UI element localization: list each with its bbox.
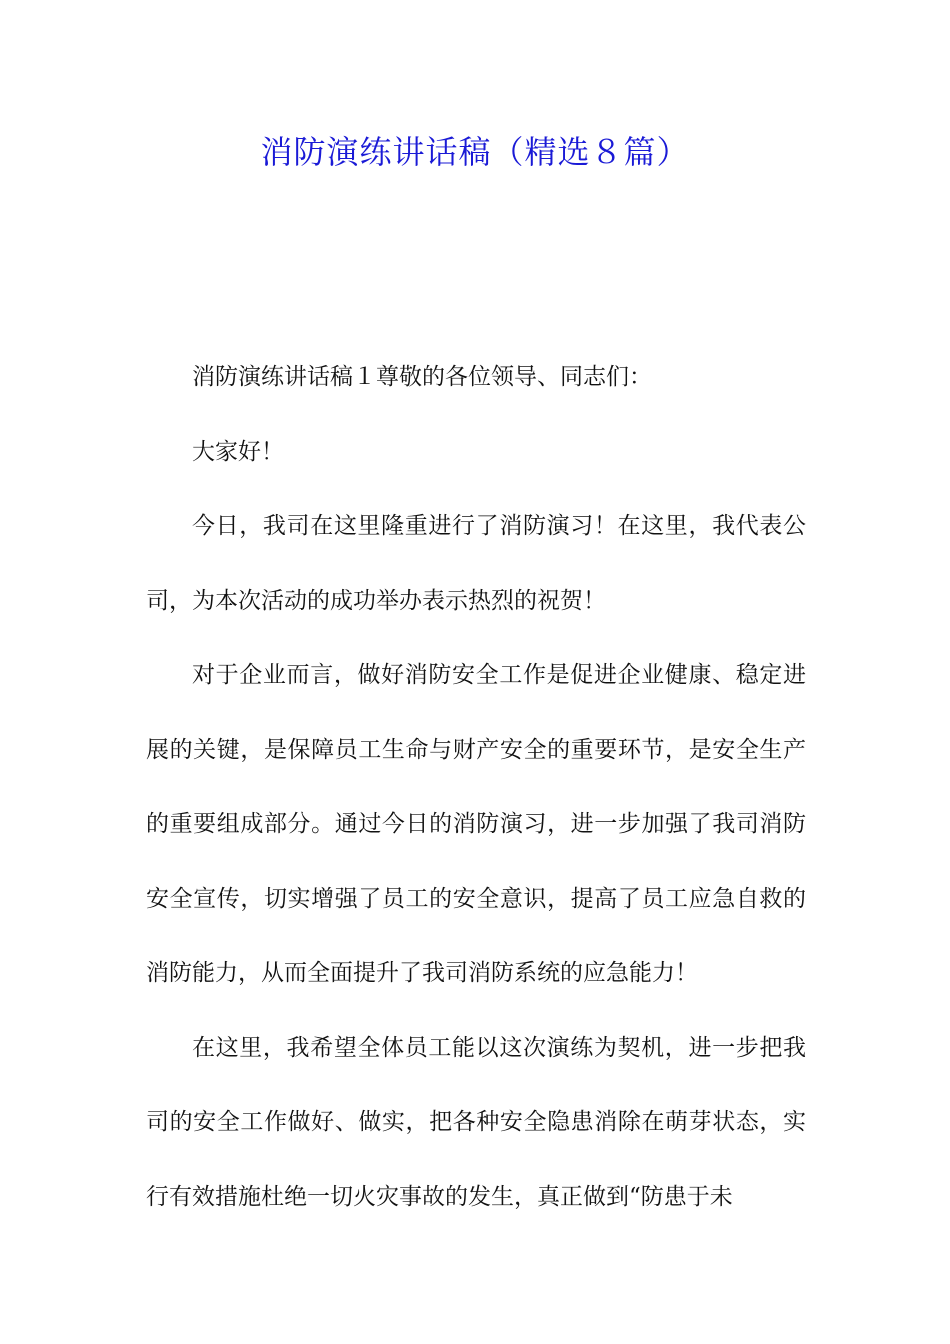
document-title: 消防演练讲话稿（精选８篇） [260,133,690,171]
paragraph-greeting: 大家好！ [192,438,284,465]
document-body [146,340,806,1234]
paragraph-intro: 今日，我司在这里隆重进行了消防演习！在这里，我代表公司，为本次活动的成功举办表示热烈的祝贺！ [146,513,806,614]
paragraph-importance: 对于企业而言，做好消防安全工作是促进企业健康、稳定进展的关键，是保障员工生命与财产安全的重要环节，是安全生产的重要组成部分。通过今日的消防演习，进一步加强了我司消防安全宣传，切实增强了员工的安全意识，提高了员工应急自救的消防能力，从而全面提升了我司消防系统的应急能力！ [146,662,806,986]
paragraph-hope: 在这里，我希望全体员工能以这次演练为契机，进一步把我司的安全工作做好、做实，把各种安全隐患消除在萌芽状态，实行有效措施杜绝一切火灾事故的发生，真正做到“防患于未 [146,1034,806,1210]
paragraph-salutation: 消防演练讲话稿１尊敬的各位领导、同志们： [192,364,652,390]
